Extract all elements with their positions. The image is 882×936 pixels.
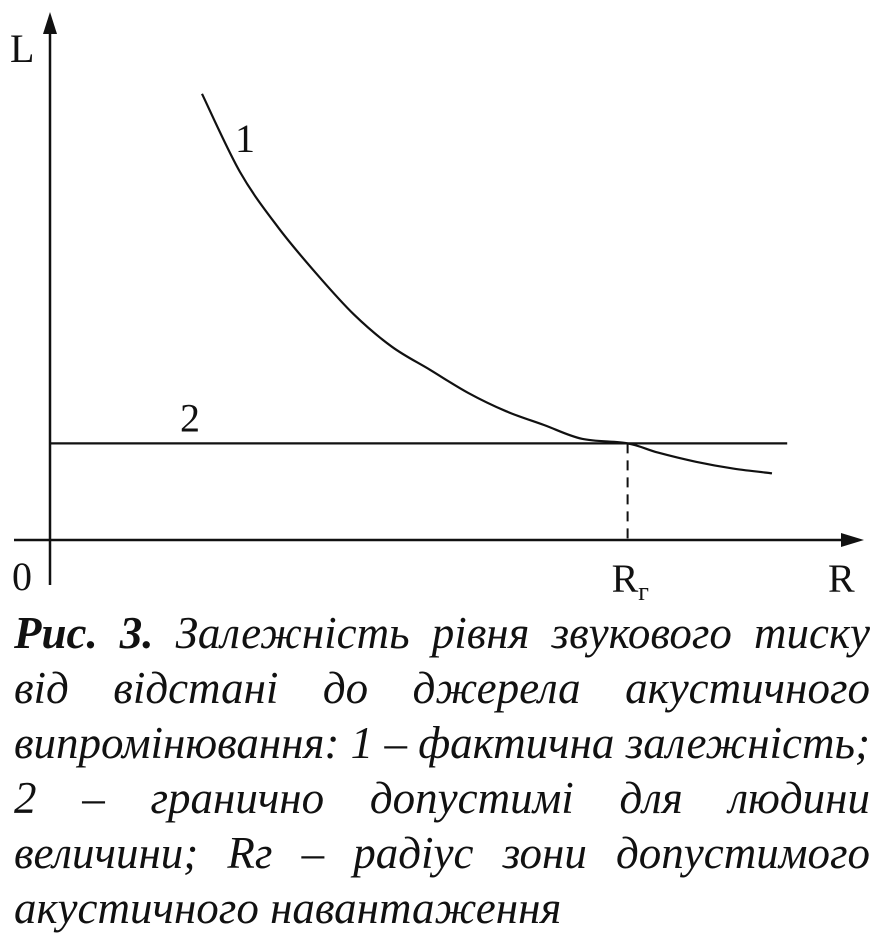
x-tick-label (612, 556, 649, 600)
series-line-1 (202, 94, 772, 474)
y-axis-arrow (43, 12, 57, 34)
series-label-1: 1 (235, 116, 255, 161)
series-layer (50, 94, 787, 540)
figure-caption (14, 606, 870, 936)
caption-label: Рис. 3. (14, 608, 154, 658)
series-label-2: 2 (180, 395, 200, 441)
x-axis-arrow (841, 533, 864, 547)
x-tick-label-main: R (611, 556, 639, 600)
caption-text: Залежність рівня звукового тиску від відстані до джерела акустичного випромінювання: 1 – фактична залежність; 2 – гранично допустимі для людини величини; Rг – радіус зони допустимого акустичного навантаження (14, 608, 870, 933)
axes (14, 12, 864, 585)
origin-label: 0 (12, 554, 32, 599)
y-axis-label: L (10, 26, 35, 71)
x-axis-label: R (828, 556, 855, 600)
x-tick-label-sub: г (638, 577, 649, 600)
labels-layer (10, 26, 855, 600)
